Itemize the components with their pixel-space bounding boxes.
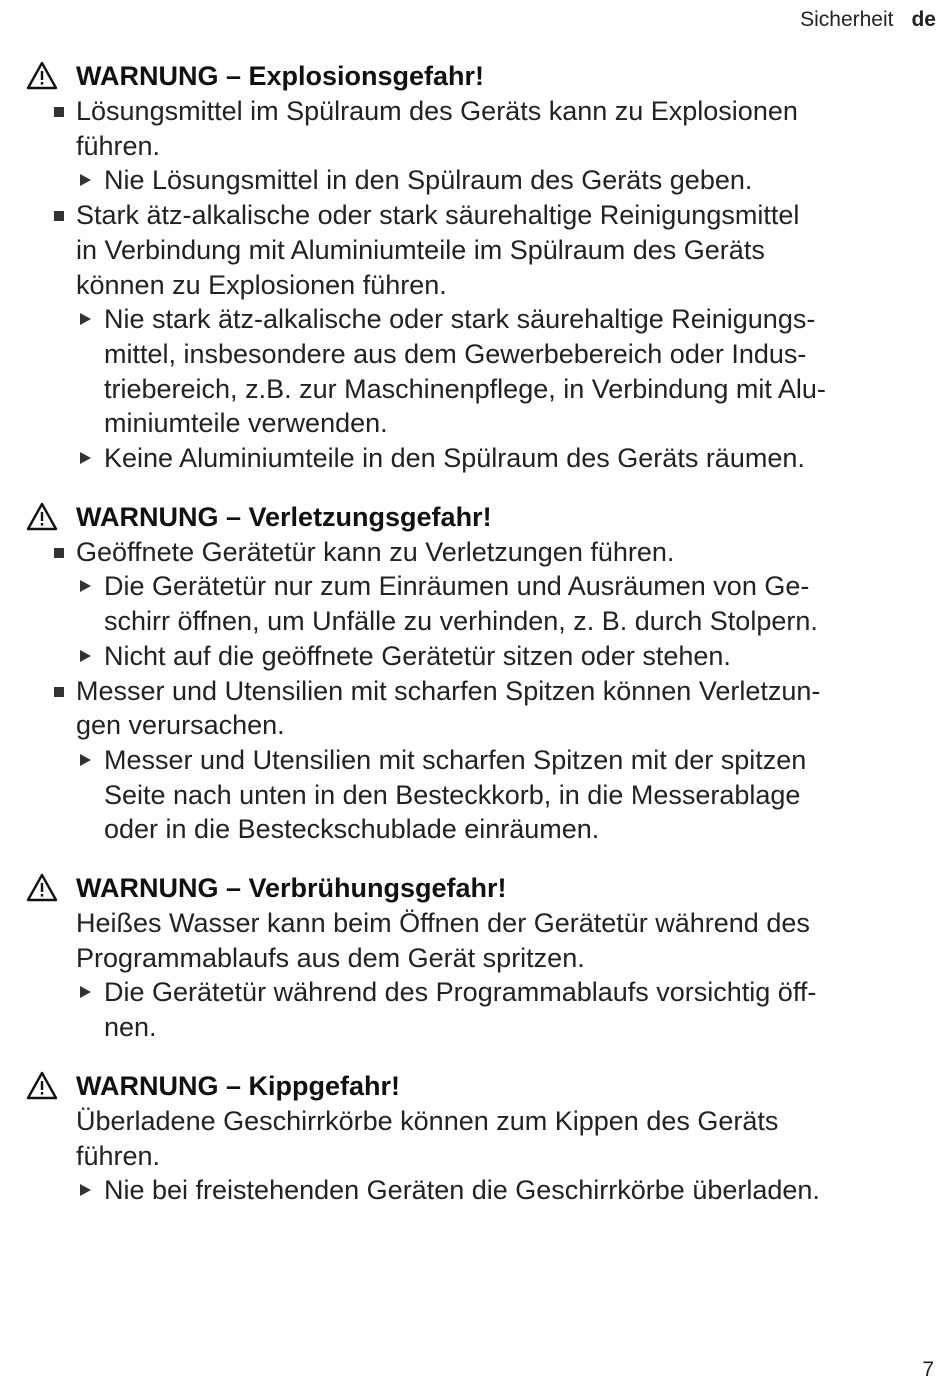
bullet-text: Geöffnete Gerätetür kann zu Verletzungen führen. [76, 536, 675, 567]
language-code: de [911, 8, 936, 31]
bullet-text: Messer und Utensilien mit scharfen Spitzen können Verletzun- gen verursachen. [76, 675, 821, 741]
bullet-text: Lösungsmittel im Spülraum des Geräts kann zu Explosionen führen. [76, 96, 798, 161]
warning-triangle-icon [26, 502, 58, 531]
action-text: Nicht auf die geöffnete Gerätetür sitzen oder stehen. [104, 640, 731, 671]
section-title: Sicherheit [800, 8, 894, 31]
action-item [26, 1173, 936, 1208]
arrow-right-icon [80, 580, 91, 592]
action-item [26, 441, 936, 476]
arrow-right-icon [80, 754, 91, 766]
bullet-square-icon [54, 687, 64, 697]
warning-title: WARNUNG – Explosionsgefahr! [76, 61, 485, 91]
warning-explosion [26, 58, 936, 476]
bullet-item [26, 94, 936, 163]
arrow-right-icon [80, 1184, 91, 1196]
warning-heading [26, 1068, 936, 1104]
warning-heading [26, 499, 936, 535]
warning-triangle-icon [26, 873, 58, 902]
action-text: Nie stark ätz-alkalische oder stark säurehaltige Reinigungs- mittel, insbesondere aus dem Gewerbebereich oder Indus- triebereich, z.B. zur Maschinenpflege, in Verbindung mit Alu- miniumteile verwenden. [104, 304, 826, 439]
warning-title: WARNUNG – Kippgefahr! [76, 1070, 400, 1101]
bullet-square-icon [54, 548, 64, 558]
action-item [26, 163, 936, 198]
bullet-item [26, 198, 936, 302]
bullet-text: Stark ätz-alkalische oder stark säurehaltige Reinigungsmittel in Verbindung mit Aluminiumteile im Spülraum des Geräts können zu Explosionen führen. [76, 200, 800, 300]
action-item [26, 569, 936, 638]
warning-body: Überladene Geschirrkörbe können zum Kippen des Geräts führen. [76, 1105, 779, 1171]
warning-scalding [26, 870, 936, 1045]
arrow-right-icon [80, 174, 91, 186]
warning-heading [26, 870, 936, 906]
warning-tipping [26, 1068, 936, 1208]
action-text: Die Gerätetür nur zum Einräumen und Ausräumen von Ge- schirr öffnen, um Unfälle zu verhinden, z. B. durch Stolpern. [104, 571, 818, 637]
action-item [26, 639, 936, 674]
page-header [800, 6, 936, 34]
arrow-right-icon [80, 452, 91, 464]
action-text: Die Gerätetür während des Programmablaufs vorsichtig öff- nen. [104, 977, 817, 1043]
action-item [26, 975, 936, 1044]
action-text: Keine Aluminiumteile in den Spülraum des Geräts räumen. [104, 443, 805, 474]
action-item [26, 743, 936, 847]
page-number: 7 [922, 1358, 934, 1381]
action-text: Messer und Utensilien mit scharfen Spitzen mit der spitzen Seite nach unten in den Besteckkorb, in die Messerablage oder in die Besteckschublade einräumen. [104, 744, 807, 845]
bullet-item [26, 535, 936, 570]
arrow-right-icon [80, 986, 91, 998]
action-text: Nie bei freistehenden Geräten die Geschirrkörbe überladen. [104, 1175, 820, 1206]
warning-title: WARNUNG – Verbrühungsgefahr! [76, 873, 507, 904]
arrow-right-icon [80, 650, 91, 662]
warning-title: WARNUNG – Verletzungsgefahr! [76, 501, 492, 532]
warning-injury [26, 499, 936, 847]
bullet-item [26, 674, 936, 743]
bullet-square-icon [54, 107, 64, 117]
warning-triangle-icon [26, 61, 58, 90]
warning-triangle-icon [26, 1071, 58, 1100]
arrow-right-icon [80, 313, 91, 325]
warning-heading [26, 58, 936, 94]
warning-body: Heißes Wasser kann beim Öffnen der Gerätetür während des Programmablaufs aus dem Gerät spritzen. [76, 908, 810, 973]
action-item [26, 302, 936, 441]
action-text: Nie Lösungsmittel in den Spülraum des Geräts geben. [104, 165, 753, 196]
bullet-square-icon [54, 211, 64, 221]
safety-content [26, 58, 936, 1231]
